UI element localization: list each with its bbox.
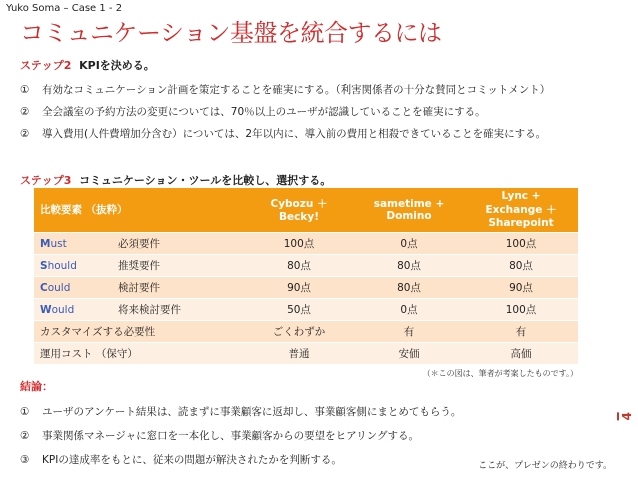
cell-cybozu: 80点 bbox=[244, 254, 354, 276]
cell-sametime: 0点 bbox=[354, 232, 464, 254]
step2-item-3-text: 導入費用(人件費増加分含む）については、2年以内に、導入前の費用と相殺できていることを確実にする。 bbox=[42, 128, 547, 140]
cell-lync: 80点 bbox=[464, 254, 578, 276]
footer-note: ここが、プレゼンの終わりです。 bbox=[478, 461, 612, 471]
conclusion-item-3 bbox=[20, 452, 342, 467]
table-header-lync: Lync + Exchange ＋ Sharepoint bbox=[464, 188, 578, 232]
conclusion-item-2-num: ② bbox=[20, 430, 30, 442]
row-label: 推奨要件 bbox=[118, 259, 160, 272]
cell-cybozu: 普通 bbox=[244, 342, 354, 364]
conclusion-item-1-num: ① bbox=[20, 406, 30, 418]
cell-sametime: 安価 bbox=[354, 342, 464, 364]
step2-text: KPIを決める。 bbox=[79, 59, 155, 72]
conclusion-item-1-text: ユーザのアンケート結果は、読まずに事業顧客に返却し、事業顧客側にまとめてもらう。 bbox=[42, 406, 462, 418]
step2-heading bbox=[20, 57, 155, 73]
cell-lync: 高価 bbox=[464, 342, 578, 364]
step2-item-3-num: ② bbox=[20, 128, 30, 140]
table-row bbox=[34, 254, 578, 276]
table-row bbox=[34, 276, 578, 298]
table-row bbox=[34, 232, 578, 254]
row-criteria bbox=[34, 298, 244, 320]
step2-item-1-num: ① bbox=[20, 84, 30, 96]
row-criteria bbox=[34, 320, 244, 342]
table-row bbox=[34, 342, 578, 364]
row-label: 必須要件 bbox=[118, 237, 160, 250]
conclusion-item-3-num: ③ bbox=[20, 454, 30, 466]
slide-title: コミュニケーション基盤を統合するには bbox=[20, 19, 442, 47]
table-header-criteria: 比較要素 （抜粋） bbox=[34, 188, 244, 232]
row-criteria bbox=[34, 276, 244, 298]
row-label: 運用コスト （保守） bbox=[40, 347, 138, 360]
cell-cybozu: 90点 bbox=[244, 276, 354, 298]
step2-item-2-num: ② bbox=[20, 106, 30, 118]
row-criteria bbox=[34, 232, 244, 254]
step3-text: コミュニケーション・ツールを比較し、選択する。 bbox=[79, 174, 332, 187]
cell-lync: 有 bbox=[464, 320, 578, 342]
step2-item-2-text: 全会議室の予約方法の変更については、70％以上のユーザが認識していることを確実にする。 bbox=[42, 106, 486, 118]
presenter-header: Yuko Soma – Case 1 - 2 bbox=[6, 3, 123, 14]
table-header-sametime: sametime + Domino bbox=[354, 188, 464, 232]
cell-lync: 100点 bbox=[464, 298, 578, 320]
moscow-key: Could bbox=[40, 281, 71, 294]
step2-item-3 bbox=[20, 126, 546, 141]
row-label: 将来検討要件 bbox=[118, 303, 181, 316]
cell-lync: 90点 bbox=[464, 276, 578, 298]
cell-lync: 100点 bbox=[464, 232, 578, 254]
cell-sametime: 有 bbox=[354, 320, 464, 342]
step2-label: ステップ2 bbox=[20, 59, 72, 72]
conclusion-item-1 bbox=[20, 404, 461, 419]
page-number: 4 bbox=[617, 412, 634, 420]
table-row bbox=[34, 298, 578, 320]
cell-cybozu: 100点 bbox=[244, 232, 354, 254]
step3-label: ステップ3 bbox=[20, 174, 72, 187]
moscow-key: Should bbox=[40, 259, 77, 272]
cell-sametime: 80点 bbox=[354, 276, 464, 298]
cell-cybozu: ごくわずか bbox=[244, 320, 354, 342]
conclusion-item-2-text: 事業関係マネージャに窓口を一本化し、事業顧客からの要望をヒアリングする。 bbox=[42, 430, 419, 442]
conclusion-heading: 結論： bbox=[20, 380, 53, 393]
step2-item-1-text: 有効なコミュニケーション計画を策定することを確実にする。（利害関係者の十分な賛同とコミットメント） bbox=[42, 84, 551, 96]
comparison-table bbox=[34, 188, 578, 365]
conclusion-label: 結論 bbox=[20, 380, 42, 393]
table-note: （＊この図は、筆者が考案したものです。） bbox=[422, 369, 578, 378]
cell-cybozu: 50点 bbox=[244, 298, 354, 320]
row-criteria bbox=[34, 254, 244, 276]
cell-sametime: 80点 bbox=[354, 254, 464, 276]
conclusion-item-3-text: KPIの達成率をもとに、従来の問題が解決されたかを判断する。 bbox=[42, 454, 342, 466]
step3-heading bbox=[20, 172, 331, 188]
conclusion-item-2 bbox=[20, 428, 419, 443]
row-label: 検討要件 bbox=[118, 281, 160, 294]
step2-item-1 bbox=[20, 82, 550, 97]
row-criteria bbox=[34, 342, 244, 364]
table-row bbox=[34, 320, 578, 342]
table-header-row bbox=[34, 188, 578, 232]
step2-item-2 bbox=[20, 104, 486, 119]
table-header-cybozu: Cybozu ＋ Becky! bbox=[244, 188, 354, 232]
cell-sametime: 0点 bbox=[354, 298, 464, 320]
moscow-key: Must bbox=[40, 237, 67, 250]
row-label: カスタマイズする必要性 bbox=[40, 325, 156, 338]
moscow-key: Would bbox=[40, 303, 75, 316]
